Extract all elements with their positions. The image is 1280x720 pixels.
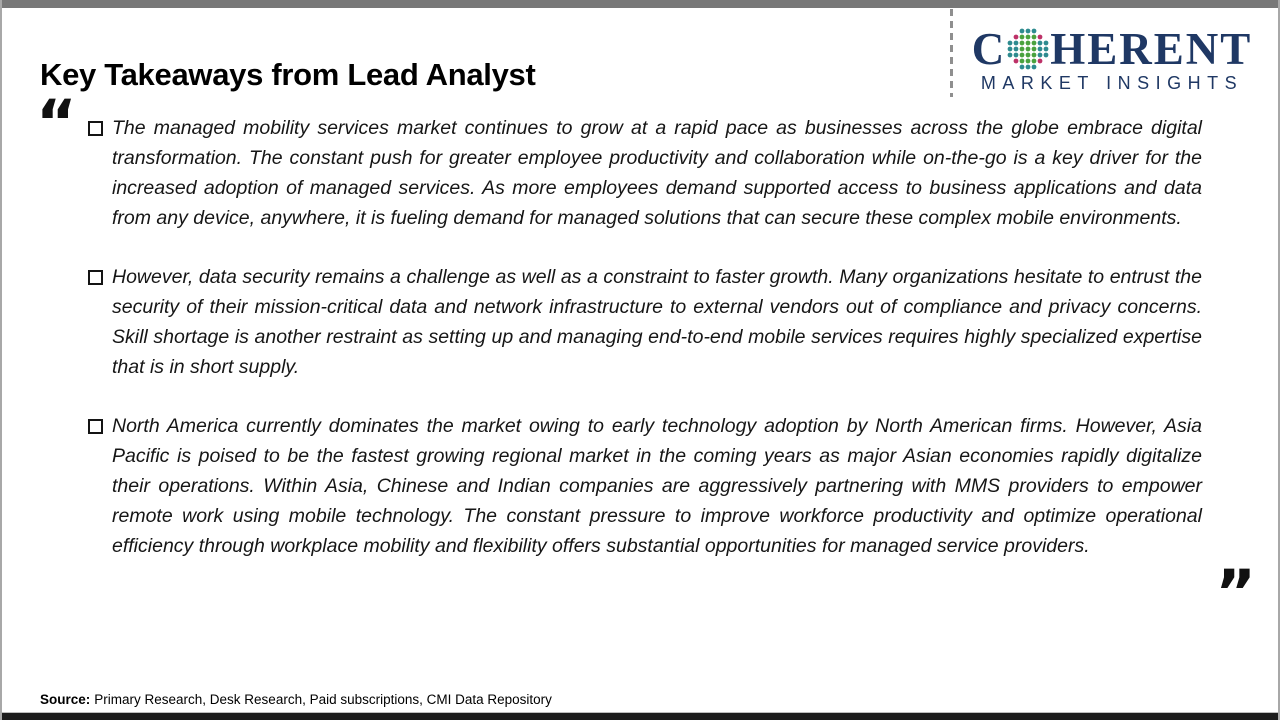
brand-logo	[964, 26, 1260, 94]
source-text: Primary Research, Desk Research, Paid subscriptions, CMI Data Repository	[94, 692, 552, 707]
square-bullet-icon	[88, 121, 103, 136]
brand-logo-letter-c: C	[971, 24, 1007, 74]
source-label: Source:	[40, 692, 91, 707]
square-bullet-icon	[88, 419, 103, 434]
takeaway-text: However, data security remains a challenge as well as a constraint to faster growth. Many organizations hesitate to entrust the security of their mission-critical data and network infrastructure to external vendors out of compliance and privacy concerns. Skill shortage is another restraint as setting up and managing end-to-end mobile services requires highly specialized expertise that is in short supply.	[112, 266, 1202, 378]
takeaways-list	[88, 113, 1202, 590]
brand-logo-tagline: MARKET INSIGHTS	[980, 73, 1244, 93]
brand-logo-wordmark	[964, 26, 1260, 72]
list-item	[88, 411, 1202, 561]
header-dashed-divider	[950, 9, 953, 97]
square-bullet-icon	[88, 270, 103, 285]
brand-logo-rest: HERENT	[1050, 24, 1253, 74]
page-title: Key Takeaways from Lead Analyst	[40, 56, 536, 92]
top-accent-bar	[2, 0, 1278, 8]
source-line	[40, 692, 552, 707]
bottom-accent-bar	[2, 713, 1278, 720]
close-quote-icon: ”	[1215, 556, 1256, 629]
list-item	[88, 262, 1202, 382]
open-quote-icon: “	[36, 86, 77, 159]
globe-dots-icon	[1007, 28, 1049, 70]
takeaway-text: The managed mobility services market continues to grow at a rapid pace as businesses across the globe embrace digital transformation. The constant push for greater employee productivity and collaboration while on-the-go is a key driver for the increased adoption of managed services. As more employees demand supported access to business applications and data from any device, anywhere, it is fueling demand for managed solutions that can secure these complex mobile environments.	[112, 117, 1202, 229]
takeaway-text: North America currently dominates the market owing to early technology adoption by North American firms. However, Asia Pacific is poised to be the fastest growing regional market in the coming years as major Asian economies rapidly digitalize their operations. Within Asia, Chinese and Indian companies are aggressively partnering with MMS providers to empower remote work using mobile technology. The constant pressure to improve workforce productivity and optimize operational efficiency through workplace mobility and flexibility offers substantial opportunities for managed service providers.	[112, 415, 1202, 557]
list-item	[88, 113, 1202, 233]
